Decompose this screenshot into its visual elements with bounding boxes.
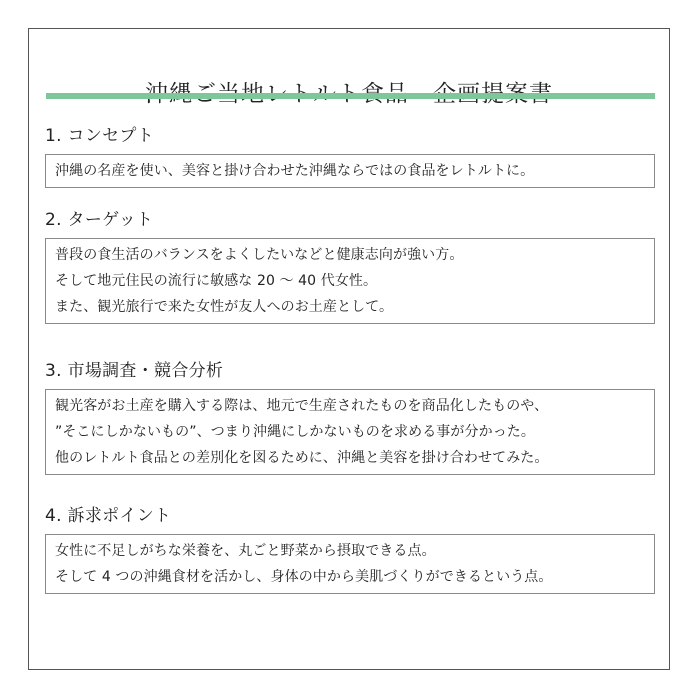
section-box-market-research [45, 389, 655, 475]
section-target [45, 209, 655, 324]
appeal-points-line-2: そして 4 つの沖縄食材を活かし、身体の中から美肌づくりができるという点。 [55, 569, 553, 585]
title-underline-bar [46, 93, 655, 99]
market-research-line-1: 観光客がお土産を購入する際は、地元で生産されたものを商品化したものや、 [55, 398, 549, 414]
appeal-points-line-1: 女性に不足しがちな栄養を、丸ごと野菜から摂取できる点。 [55, 543, 436, 559]
target-line-1: 普段の食生活のバランスをよくしたいなどと健康志向が強い方。 [55, 247, 464, 263]
section-heading-appeal-points: 4. 訴求ポイント [45, 506, 172, 526]
section-box-appeal-points [45, 534, 655, 594]
section-market-research [45, 360, 655, 475]
target-line-3: また、観光旅行で来た女性が友人へのお土産として。 [55, 299, 394, 315]
proposal-sheet [28, 28, 670, 670]
section-heading-target: 2. ターゲット [45, 210, 154, 230]
section-concept [45, 125, 655, 188]
concept-line-1: 沖縄の名産を使い、美容と掛け合わせた沖縄ならではの食品をレトルトに。 [55, 163, 535, 179]
section-appeal-points [45, 505, 655, 594]
document-title [29, 75, 669, 108]
section-heading-concept: 1. コンセプト [45, 126, 155, 146]
section-box-concept [45, 154, 655, 188]
section-heading-market-research: 3. 市場調査・競合分析 [45, 361, 224, 381]
market-research-line-3: 他のレトルト食品との差別化を図るために、沖縄と美容を掛け合わせてみた。 [55, 450, 549, 466]
section-box-target [45, 238, 655, 324]
target-line-2: そして地元住民の流行に敏感な 20 ～ 40 代女性。 [55, 273, 378, 289]
market-research-line-2: ”そこにしかないもの”、つまり沖縄にしかないものを求める事が分かった。 [55, 424, 536, 440]
